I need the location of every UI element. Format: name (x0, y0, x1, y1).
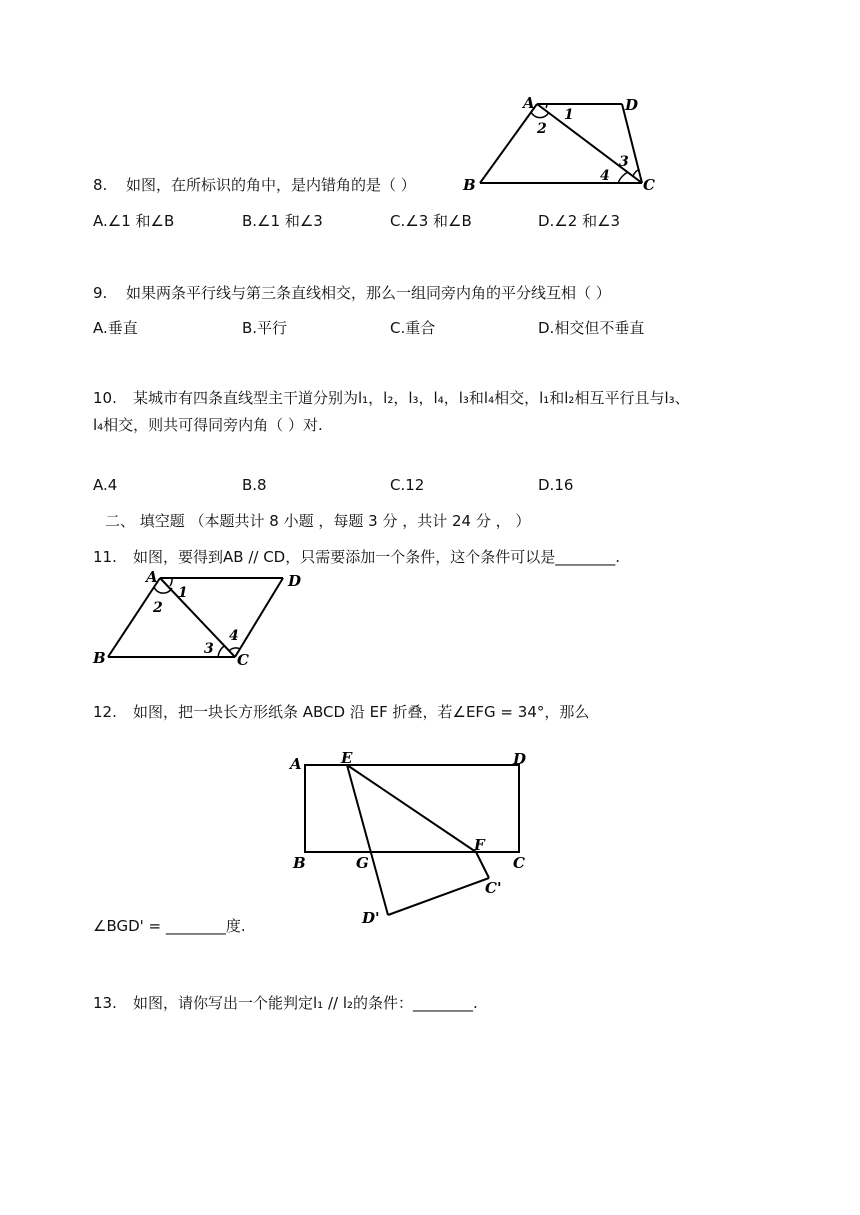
q9-option-b: B.平行 (242, 319, 288, 337)
q11-text: 如图，要得到AB // CD，只需要添加一个条件，这个条件可以是________. (133, 548, 620, 566)
q12-label-G: G (356, 854, 369, 872)
q10-line2: l₄相交，则共可得同旁内角（ ）对. (93, 416, 323, 434)
q11-number: 11. (93, 548, 117, 566)
q8-option-a: A.∠1 和∠B (93, 212, 175, 230)
q8-label-1: 1 (564, 107, 574, 123)
q12-label-B: B (293, 854, 306, 872)
q11-label-2: 2 (153, 600, 163, 616)
q10-option-a: A.4 (93, 476, 118, 494)
q11-label-B: B (93, 649, 106, 667)
q11-label-3: 3 (204, 641, 214, 657)
q8-label-4: 4 (600, 168, 610, 184)
q12-label-C: C (513, 854, 525, 872)
section-2-title: 二、 填空题 （本题共计 8 小题 ，每题 3 分 ，共计 24 分 ， ） (105, 512, 531, 530)
q8-option-d: D.∠2 和∠3 (538, 212, 621, 230)
q9-option-a: A.垂直 (93, 319, 138, 337)
q8-label-A: A (523, 94, 535, 112)
q9-option-d: D.相交但不垂直 (538, 319, 645, 337)
q10-option-b: B.8 (242, 476, 267, 494)
q8-number: 8. (93, 176, 108, 194)
q8-label-C: C (643, 176, 655, 194)
q12-number: 12. (93, 703, 117, 721)
q11-label-C: C (237, 651, 249, 669)
q8-text: 如图，在所标识的角中，是内错角的是（ ） (126, 176, 416, 194)
q8-label-D: D (625, 96, 639, 114)
q8-option-c: C.∠3 和∠B (390, 212, 472, 230)
q11-label-A: A (146, 568, 158, 586)
q11-label-D: D (288, 572, 302, 590)
q12-text: 如图，把一块长方形纸条 ABCD 沿 EF 折叠，若∠EFG = 34°，那么 (133, 703, 590, 721)
q12-label-D: D (513, 750, 527, 768)
q10-option-d: D.16 (538, 476, 574, 494)
q8-label-B: B (463, 176, 476, 194)
q12-label-Dprime: D' (362, 909, 380, 927)
q12-label-Cprime: C' (485, 879, 502, 897)
q8-label-2: 2 (537, 121, 547, 137)
q8-option-b: B.∠1 和∠3 (242, 212, 323, 230)
q12-label-E: E (341, 749, 353, 767)
q10-option-c: C.12 (390, 476, 425, 494)
q9-number: 9. (93, 284, 108, 302)
q12-label-F: F (474, 836, 485, 854)
q12-answer-line: ∠BGD' = ________度. (93, 917, 246, 935)
q13-text: 如图，请你写出一个能判定l₁ // l₂的条件：________. (133, 994, 478, 1012)
q13-number: 13. (93, 994, 117, 1012)
q10-number: 10. (93, 389, 117, 407)
q11-label-1: 1 (178, 585, 188, 601)
q9-text: 如果两条平行线与第三条直线相交，那么一组同旁内角的平分线互相（ ） (126, 284, 611, 302)
q10-line1: 某城市有四条直线型主干道分别为l₁，l₂，l₃，l₄，l₃和l₄相交，l₁和l₂相互平行且与l₃、 (133, 389, 690, 407)
q12-label-A: A (290, 755, 302, 773)
q8-label-3: 3 (619, 154, 629, 170)
q11-label-4: 4 (229, 628, 239, 644)
q9-option-c: C.重合 (390, 319, 436, 337)
